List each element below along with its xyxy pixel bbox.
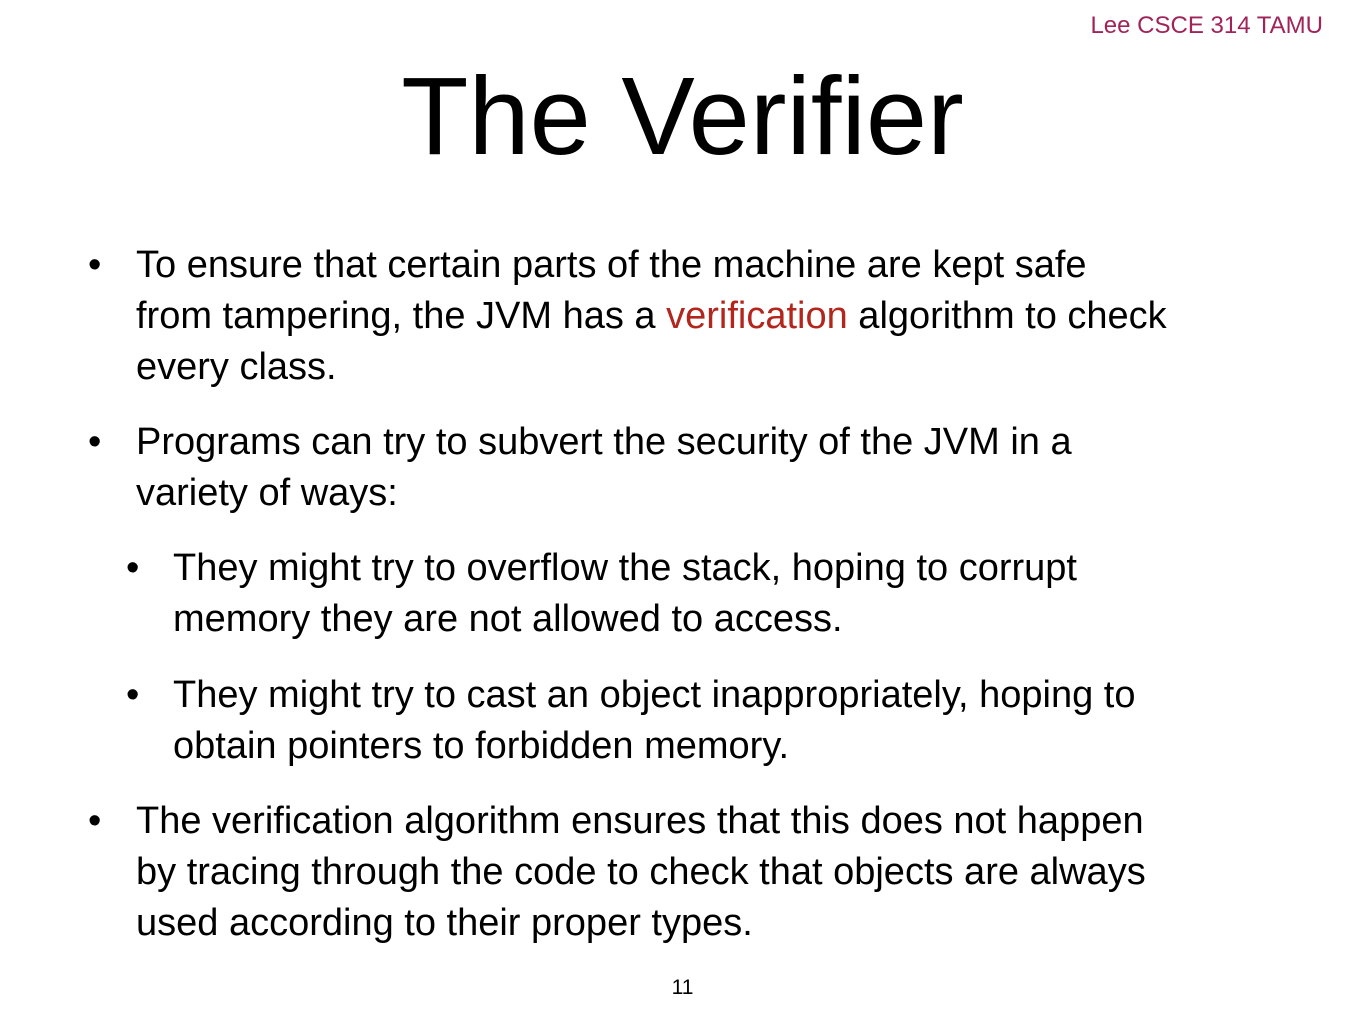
bullet-text: [136, 240, 1326, 393]
bullet-dot-icon: •: [126, 674, 140, 716]
bullet-line: every class.: [136, 346, 337, 388]
bullet-dot-icon: •: [88, 421, 102, 463]
bullet-text: [136, 796, 1326, 949]
bullet-dot-icon: •: [88, 244, 102, 286]
bullet-text: [173, 670, 1323, 772]
bullet-line: Programs can try to subvert the security of the JVM in a: [136, 421, 1072, 463]
page-number: 11: [671, 976, 694, 999]
bullet-line: memory they are not allowed to access.: [173, 598, 843, 640]
bullet-line: [136, 291, 1326, 342]
bullet-line: by tracing through the code to check that objects are always: [136, 851, 1146, 893]
bullet-text: [136, 417, 1326, 519]
bullet-line: variety of ways:: [136, 472, 398, 514]
course-tag: Lee CSCE 314 TAMU: [1090, 12, 1323, 39]
bullet-dot-icon: •: [88, 800, 102, 842]
bullet-line-segment: from tampering, the JVM has a: [136, 295, 667, 337]
bullet-line: The verification algorithm ensures that this does not happen: [136, 800, 1144, 842]
bullet-line-segment: algorithm to check: [847, 295, 1167, 337]
bullet-line: obtain pointers to forbidden memory.: [173, 725, 790, 767]
bullet-dot-icon: •: [126, 547, 140, 589]
bullet-line: To ensure that certain parts of the machine are kept safe: [136, 244, 1087, 286]
bullet-text: [173, 543, 1323, 645]
bullet-line: They might try to cast an object inappropriately, hoping to: [173, 674, 1136, 716]
bullet-line: They might try to overflow the stack, hoping to corrupt: [173, 547, 1077, 589]
bullet-line: used according to their proper types.: [136, 902, 753, 944]
slide-title: The Verifier: [401, 55, 964, 178]
highlighted-term: verification: [666, 295, 848, 337]
